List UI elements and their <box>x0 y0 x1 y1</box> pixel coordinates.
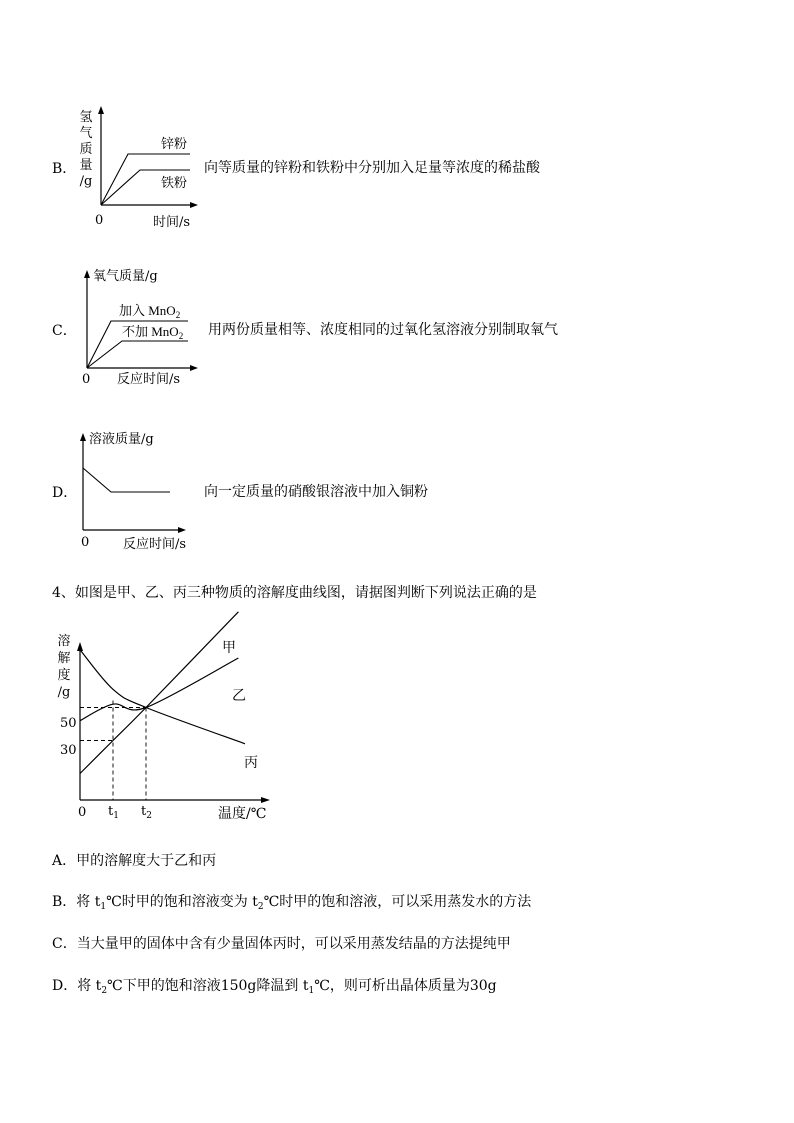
q4-option-b: B．将 $t_1℃$时甲的饱和溶液变为 $t_2℃$时甲的饱和溶液，可以采用蒸发水的方法 <box>52 894 532 912</box>
y-label-char: /g <box>79 174 93 189</box>
zinc-label: 锌粉 <box>161 137 188 152</box>
option-c-letter: C． <box>52 323 77 339</box>
bing-curve <box>80 650 245 744</box>
series-label-yi: 乙 <box>232 688 246 704</box>
origin-label: 0 <box>95 213 104 228</box>
jia-curve <box>80 612 238 774</box>
y-label-char: /g <box>57 685 71 700</box>
y-tick-30: 30 <box>60 743 77 758</box>
y-label-char: 解 <box>57 651 71 666</box>
chart-y-axis-arrow <box>77 642 83 651</box>
y-label-char: 溶 <box>57 634 71 649</box>
option-d-letter: D． <box>52 485 78 501</box>
y-tick-50: 50 <box>60 716 77 731</box>
y-label-char: 度 <box>57 668 71 683</box>
question-4-stem: 4、如图是甲、乙、丙三种物质的溶解度曲线图，请据图判断下列说法正确的是 <box>52 585 537 601</box>
x-axis-label: 反应时间/s <box>117 372 181 387</box>
x-tick-t1: $t_1$ <box>108 804 119 821</box>
series-label-bing: 丙 <box>244 755 258 771</box>
option-b-letter: B． <box>52 161 77 177</box>
option-c-text: 用两份质量相等、浓度相同的过氧化氢溶液分别制取氧气 <box>208 322 558 338</box>
y-label-char: 气 <box>79 126 93 141</box>
q4-option-a: A．甲的溶解度大于乙和丙 <box>52 853 217 869</box>
curves-group <box>80 612 245 774</box>
without-mno2-label: 不加 MnO$_2$ <box>122 324 184 341</box>
y-label-char: 质 <box>79 142 93 157</box>
yi-curve <box>80 658 238 721</box>
chart-x-axis-arrow <box>261 797 270 803</box>
x-axis-label: 时间/s <box>153 215 191 230</box>
option-d-text: 向一定质量的硝酸银溶液中加入铜粉 <box>204 484 428 500</box>
q4-option-c: C．当大量甲的固体中含有少量固体丙时，可以采用蒸发结晶的方法提纯甲 <box>52 936 511 952</box>
y-label-char: 量 <box>79 158 93 173</box>
series-label-jia: 甲 <box>222 640 236 656</box>
origin-label: 0 <box>82 372 91 387</box>
x-tick-t2: $t_2$ <box>141 804 152 821</box>
origin-label: 0 <box>81 535 90 550</box>
iron-label: 铁粉 <box>161 176 188 191</box>
chart-origin: 0 <box>78 805 87 820</box>
chart-x-label: 温度/℃ <box>218 806 267 822</box>
q4-option-d: D．将 $t_2℃$下甲的饱和溶液150g降温到 $t_1℃$，则可析出晶体质量为30g <box>52 978 497 996</box>
option-d-y-label: 溶液质量/g <box>89 432 154 447</box>
option-b-text: 向等质量的锌粉和铁粉中分别加入足量等浓度的稀盐酸 <box>204 160 540 176</box>
y-label-char: 氢 <box>79 110 93 125</box>
x-axis-label: 反应时间/s <box>123 537 187 552</box>
option-c-y-label: 氧气质量/g <box>93 269 158 284</box>
with-mno2-label: 加入 MnO$_2$ <box>119 303 181 320</box>
